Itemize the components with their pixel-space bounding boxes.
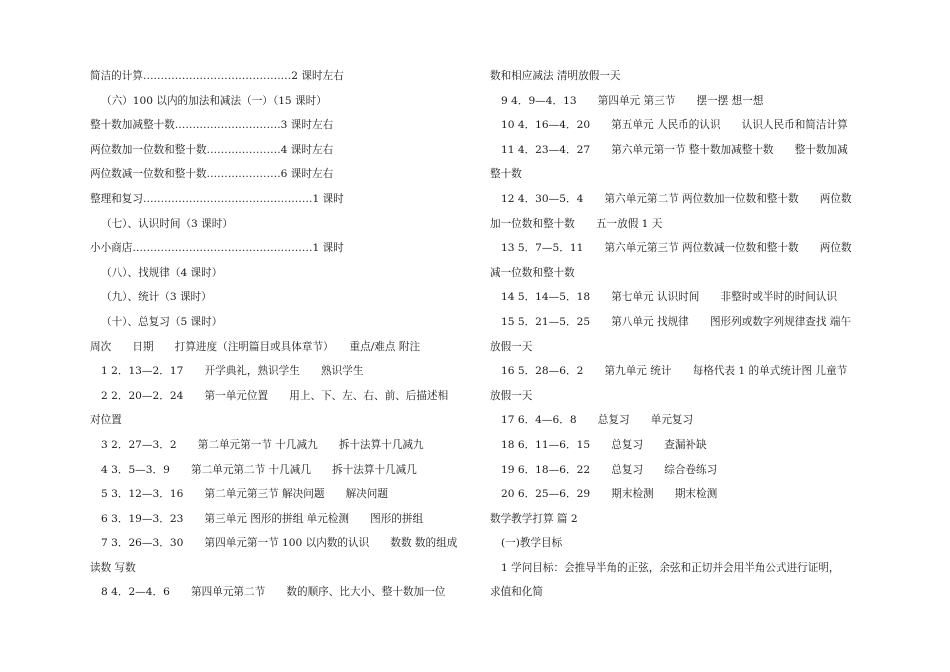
left-column-line: （九）、统计（3 课时） xyxy=(101,291,212,304)
left-column-line: 4 3．5—3．9 第二单元第二节 十几减几 拆十法算十几减几 xyxy=(101,463,417,476)
right-column-line: 17 6．4—6．8 总复习 单元复习 xyxy=(501,414,694,427)
left-column-line: （七）、认识时间（3 课时） xyxy=(101,217,233,230)
left-column-line: 小小商店……………………………………………1 课时 xyxy=(90,242,344,255)
right-column-line: 9 4．9—4．13 第四单元 第三节 摆一摆 想一想 xyxy=(501,94,764,107)
left-column-line: 5 3．12—3．16 第二单元第三节 解决问题 解决问题 xyxy=(101,488,388,501)
left-column xyxy=(90,64,478,605)
right-column-line: 放假一天 xyxy=(490,340,533,353)
left-column-line: 整理和复习…………………………………………1 课时 xyxy=(90,192,344,205)
left-column-line: 读数 写数 xyxy=(90,561,136,574)
right-column-line: 整十数 xyxy=(490,168,522,181)
right-column-line: 20 6．25—6．29 期末检测 期末检测 xyxy=(501,488,718,501)
left-column-line: 对位置 xyxy=(90,414,122,427)
right-column-line: 13 5．7—5．11 第六单元第三节 两位数减一位数和整十数 两位数 xyxy=(501,242,852,255)
right-column-line: 18 6．11—6．15 总复习 查漏补缺 xyxy=(501,438,707,451)
left-column-line: （六）100 以内的加法和减法（一）（15 课时） xyxy=(101,94,327,107)
left-column-line: 周次 日期 打算进度（注明篇目或具体章节） 重点/难点 附注 xyxy=(90,340,421,353)
right-column-line: 14 5．14—5．18 第七单元 认识时间 非整时或半时的时间认识 xyxy=(501,291,838,304)
left-column-line: 两位数加一位数和整十数…………………4 课时左右 xyxy=(90,143,334,156)
left-column-line: 3 2．27—3．2 第二单元第一节 十几减九 拆十法算十几减九 xyxy=(101,438,424,451)
left-column-line: 1 2．13—2．17 开学典礼，熟识学生 熟识学生 xyxy=(101,365,364,378)
right-column-line: 数和相应减法 清明放假一天 xyxy=(490,70,621,82)
left-column-line: 整十数加减整十数…………………………3 课时左右 xyxy=(90,119,334,132)
left-column-line: 简洁的计算……………………………………2 课时左右 xyxy=(90,70,344,82)
left-column-line: 两位数减一位数和整十数…………………6 课时左右 xyxy=(90,168,334,181)
right-column-line: 15 5．21—5．25 第八单元 找规律 图形列或数字列规律查找 端午 xyxy=(501,315,852,328)
right-column-line: (一)教学目标 xyxy=(501,537,563,550)
right-column-line: 11 4．23—4．27 第六单元第一节 整十数加减整十数 整十数加减 xyxy=(501,143,848,156)
right-column-line: 10 4．16—4．20 第五单元 人民币的认识 认识人民币和简洁计算 xyxy=(501,119,848,132)
right-column-line: 数学教学打算 篇 2 xyxy=(490,512,578,525)
right-column-line: 19 6．18—6．22 总复习 综合卷练习 xyxy=(501,463,718,476)
left-column-line: 6 3．19—3．23 第三单元 图形的拼组 单元检测 图形的拼组 xyxy=(101,512,424,525)
left-column-line: （八）、找规律（4 课时） xyxy=(101,266,223,279)
left-column-line: （十）、总复习（5 课时） xyxy=(101,315,223,328)
right-column-line: 1 学问目标：会推导半角的正弦，余弦和正切并会用半角公式进行证明， xyxy=(501,561,840,574)
left-column-line: 7 3．26—3．30 第四单元第一节 100 以内数的认识 数数 数的组成 xyxy=(101,537,458,550)
right-column xyxy=(490,64,882,605)
right-column-line: 放假一天 xyxy=(490,389,533,402)
left-column-line: 8 4．2—4．6 第四单元第二节 数的顺序、比大小、整十数加一位 xyxy=(101,586,446,599)
right-column-line: 16 5．28—6．2 第九单元 统计 每格代表 1 的单式统计图 儿童节 xyxy=(501,365,848,378)
right-column-line: 求值和化简 xyxy=(490,586,543,599)
right-column-line: 加一位数和整十数 五一放假 1 天 xyxy=(490,217,663,230)
right-column-line: 减一位数和整十数 xyxy=(490,266,575,279)
left-column-line: 2 2．20—2．24 第一单元位置 用上、下、左、右、前、后描述相 xyxy=(101,389,449,402)
right-column-line: 12 4．30—5．4 第六单元第二节 两位数加一位数和整十数 两位数 xyxy=(501,192,852,205)
